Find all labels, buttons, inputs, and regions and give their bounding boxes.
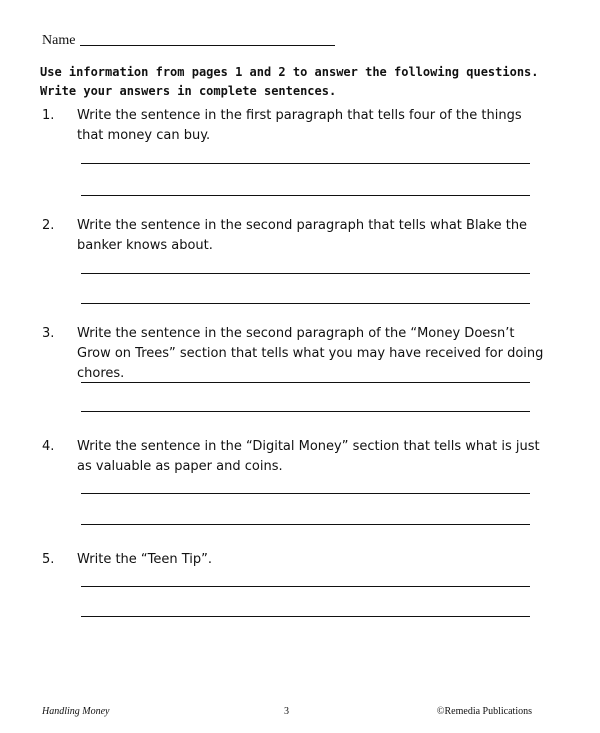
answer-line-3b[interactable] [81,411,530,412]
footer-publisher: ©Remedia Publications [436,706,532,717]
question-text: Write the sentence in the first paragraph that tells four of the things that money can buy. [77,108,522,143]
answer-line-5a[interactable] [81,586,530,587]
answer-line-2b[interactable] [81,303,530,304]
instructions [40,63,560,101]
name-input-line[interactable] [80,45,335,46]
question-text: Write the sentence in the second paragraph that tells what Blake the banker knows about. [77,218,528,253]
question-number: 5. [42,552,55,567]
question-number: 4. [42,439,55,454]
question-number: 3. [42,326,55,341]
question-text: Write the sentence in the second paragraph of the “Money Doesn’t Grow on Trees” section that tells what you may have received for doing chores. [77,326,544,381]
footer-page-number: 3 [284,706,289,717]
instructions-line-2: Write your answers in complete sentences. [40,84,337,98]
answer-line-1a[interactable] [81,163,530,164]
question-number: 1. [42,108,55,123]
answer-line-3a[interactable] [81,382,530,383]
answer-line-4a[interactable] [81,493,530,494]
instructions-line-1: Use information from pages 1 and 2 to answer the following questions. [40,65,539,79]
answer-line-1b[interactable] [81,195,530,196]
answer-line-4b[interactable] [81,524,530,525]
answer-line-5b[interactable] [81,616,530,617]
question-text: Write the sentence in the “Digital Money” section that tells what is just as valuable as paper and coins. [77,439,540,474]
answer-line-2a[interactable] [81,273,530,274]
footer-book-title: Handling Money [42,706,110,717]
question-number: 2. [42,218,55,233]
name-label: Name [42,33,76,48]
question-text: Write the “Teen Tip”. [77,552,213,567]
